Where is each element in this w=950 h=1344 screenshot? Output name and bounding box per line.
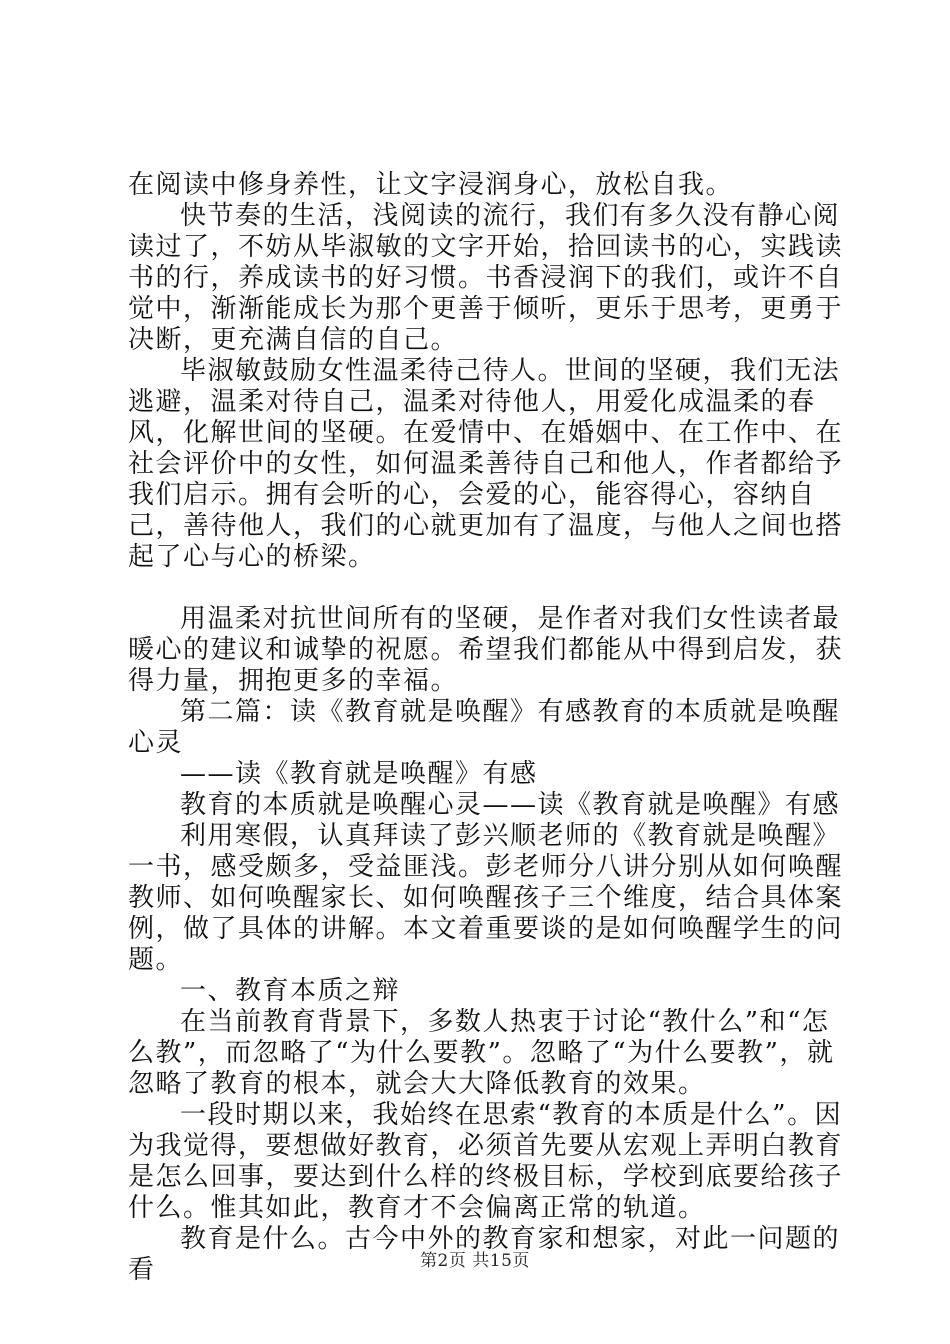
paragraph: 在阅读中修身养性，让文字浸润身心，放松自我。 [128,170,734,200]
paragraph: 利用寒假，认真拜读了彭兴顺老师的《教育就是唤醒》一书，感受颇多，受益匪浅。彭老师分八讲分别从如何唤醒教师、如何唤醒家长、如何唤醒孩子三个维度，结合具体案例，做了具体的讲解。本文着重要谈的是如何唤醒学生的问题。 [128,821,844,975]
document-body [128,170,844,1286]
page-number-footer: 第2页 共15页 [420,1251,530,1271]
section-heading: 第二篇：读《教育就是唤醒》有感教育的本质就是唤醒心灵 [128,697,841,758]
paragraph: 在当前教育背景下，多数人热衷于讨论“教什么”和“怎么教”，而忽略了“为什么要教”。忽略了“为什么要教”，就忽略了教育的根本，就会大大降低教育的效果。 [128,1007,835,1099]
paragraph: 快节奏的生活，浅阅读的流行，我们有多久没有静心阅读过了，不妨从毕淑敏的文字开始，拾回读书的心，实践读书的行，养成读书的好习惯。书香浸润下的我们，或许不自觉中，渐渐能成长为那个更善于倾听，更乐于思考，更勇于决断，更充满自信的自己。 [128,201,844,355]
paragraph: 用温柔对抗世间所有的坚硬，是作者对我们女性读者最暖心的建议和诚挚的祝愿。希望我们都能从中得到启发，获得力量，拥抱更多的幸福。 [128,604,844,696]
paragraph: 一段时期以来，我始终在思索“教育的本质是什么”。因为我觉得，要想做好教育，必须首先要从宏观上弄明白教育是怎么回事，要达到什么样的终极目标，学校到底要给孩子什么。惟其如此，教育才不会偏离正常的轨道。 [128,1100,844,1223]
paragraph: 教育是什么。古今中外的教育家和想家，对此一问题的看 [128,1224,841,1285]
paragraph: 毕淑敏鼓励女性温柔待己待人。世间的坚硬，我们无法逃避，温柔对待自己，温柔对待他人，用爱化成温柔的春风，化解世间的坚硬。在爱情中、在婚姻中、在工作中、在社会评价中的女性，如何温柔善待自己和他人，作者都给予我们启示。拥有会听的心，会爱的心，能容得心，容纳自己，善待他人，我们的心就更加有了温度，与他人之间也搭起了心与心的桥梁。 [128,356,844,572]
subtitle: ——读《教育就是唤醒》有感 [180,759,538,789]
paragraph: 教育的本质就是唤醒心灵——读《教育就是唤醒》有感 [180,790,841,820]
section-heading: 一、教育本质之辩 [180,976,401,1006]
